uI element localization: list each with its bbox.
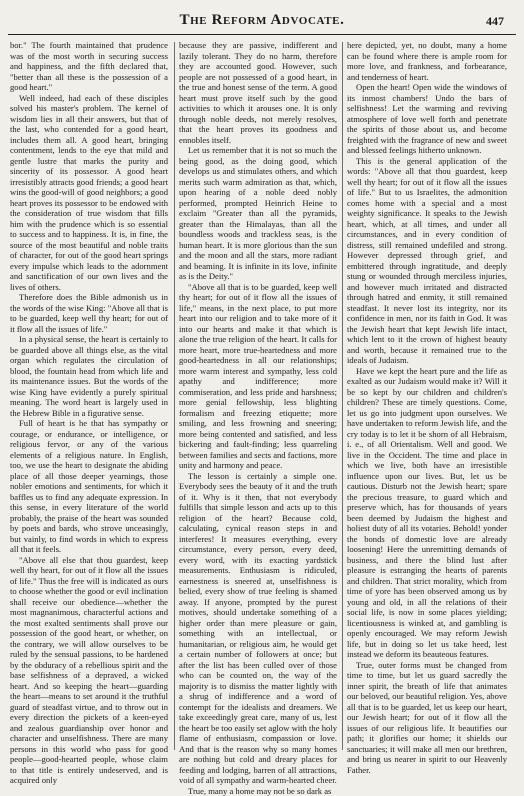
- article-columns: [10, 40, 516, 754]
- paragraph: because they are passive, indifferent and lazily tolerant. They do no harm, therefore they are accounted good. However, such people are not possessed of a good heart, in the true and honest sense of the term. A good heart must prove itself such by the good activities to which it arouses one. It is only through noble deeds, not merely resolves, that the heart proves its goodness and ennobles itself.: [179, 40, 337, 145]
- column-separator: [342, 42, 343, 750]
- paragraph: This is the general application of the words: "Above all that thou guardest, keep well thy heart; for out of it flow all the issues of life." But to us Israelites, the admonition comes home with a special and a most weighty significance. It speaks to the Jewish heart, which, at all times, and under all circumstances, and in every condition of distress, still remained undefiled and strong. However depressed through grief, and embittered through ingratitude, and deeply stung or wounded through merciless injuries, and however much irritated and distracted through hatred and enmity, it still remained steadfast. It never lost its integrity, nor its confidence in men, nor its faith in God. It was the Jewish heart that kept Jewish life intact, which lent to it the crown of highest beauty and worth, because it remained true to the ideals of Judaism.: [347, 156, 507, 366]
- page-header: [0, 12, 524, 34]
- paragraph: "Above all that is to be guarded, keep well thy heart; for out of it flow all the issues of life," means, in the next place, to put more heart into our religion and to take more of it into our hearts and make it that which is alone the true religion of the heart. It calls for more heart, more true-heartedness and more good-heartedness in all our relationships; more warm interest and sympathy, less cold apathy and indifference; more commiseration, and less pride and harshness; more genial fellowship, less blighting formalism and freezing etiquette; more smiling, and less frowning and sneering; more being contented and satisfied, and less bickering and fault-finding; less quarreling between families and sects and factions, more unity and harmony and peace.: [179, 282, 337, 471]
- paragraph: "Above all else that thou guardest, keep well thy heart, for out of it flow all the issues of life." Thus the free will is indicated as ours to choose whether the good or evil inclination shall receive our obedience—whether the most magnanimous, characterful actions and the most exalted sentiments shall prove our possession of the good heart, or whether, on the contrary, we will allow ourselves to be ruled by the sensual passions, to be hardened by the obduracy of a rebellious spirit and the base selfishness of a depraved, a wicked heart. And so keeping the heart—guarding the heart—means to set around it the truthful guard of steadfast virtue, and to throw out in every direction the pickets of a keen-eyed and zealous guardianship over honor and character and unselfishness. There are many persons in this world who pass for good people—good-hearted people, whose claim to that title is entirely undeserved, and is acquired only: [10, 555, 168, 786]
- paragraph: The lesson is certainly a simple one. Everybody sees the beauty of it and the truth of it. Why is it then, that not everybody fulfills that simple lesson and acts up to this religion of the heart? Because cold, calculating, cynical reason steps in and interferes! It measures everything, every circumstance, every person, every deed, every word, with its exacting yardstick measurements. Enthusiasm is ridiculed, earnestness is sneered at, unselfishness is belied, every show of true feeling is shamed away. If anyone, prompted by the purest motives, should undertake something of a higher order than mere pleasure or gain, something with an intellectual, or humanitarian, or religious aim, he would get a certain number of followers at once; but after the list has been culled over of those who can be counted on, the way of the majority is to dismiss the matter lightly with a shrug of indifference and a word of contempt for the idealists and dreamers. We take exceedingly great care, many of us, lest the heart be too easily set aglow with the holy flame of enthusiasm, compassion or love. And that is the reason why so many homes are nothing but cold and dreary places for feeding and lodging, barren of all attractions, void of all sympathy and warm-hearted cheer.: [179, 471, 337, 786]
- text-column-1: [10, 40, 168, 754]
- text-column-2: [179, 40, 337, 754]
- running-title: The Reform Advocate.: [0, 12, 524, 29]
- paragraph: True, outer forms must be changed from time to time, but let us guard sacredly the inner spirit, the breath of life that animates our beloved, our beautiful religion. Yes, above all that is to be guarded, let us keep our heart, our Jewish heart; for out of it flow all the issues of our religious life. It beautifies our path; it glorifies our home; it shields our sanctuaries; it will make all men our brethren, and bring us nearer in spirit to our Heavenly Father.: [347, 660, 507, 776]
- paragraph: Open the heart! Open wide the windows of its inmost chambers! Undo the bars of selfishness! Let the warming and reviving atmosphere of love well forth and penetrate the spirits of those about us, and become freighted with the fragrance of new and sweet and blessed feelings hitherto unknown.: [347, 82, 507, 156]
- paragraph: Therefore does the Bible admonish us in the words of the wise King: "Above all that is to be guarded, keep well thy heart; for out of it flow all the issues of life.": [10, 292, 168, 334]
- paragraph: In a physical sense, the heart is certainly to be guarded above all things else, as the vital organ which regulates the circulation of blood, the fountain head from which life and its maintenance issues. But the words of the wise King have evidently a purely spiritual meaning. The word heart is largely used in the Hebrew Bible in a figurative sense.: [10, 334, 168, 418]
- paragraph: here depicted, yet, no doubt, many a home can be found where there is ample room for more love, and frankness, and forbearance, and tenderness of heart.: [347, 40, 507, 82]
- page-number: 447: [486, 14, 504, 29]
- header-rule: [8, 34, 516, 35]
- paragraph: Well indeed, had each of these disciples solved his master's problem. The kernel of wisdom lies in all their answers, but that of the last, who contended for a good heart, includes them all. A good heart, bringing contentment, lends to the eye that mild and gentle lustre that marks the purity and sincerity of its possessor. A good heart irresistibly attracts good friends; a good heart wins the good-will of good neighbors; a good heart proves its possessor to be endowed with the consideration of true wisdom that fills him with the prudence which is so essential to success and to happiness. It is, in fine, the source of the most beautiful and noble traits of character, for out of the good heart springs every impulse which leads to the adornment and sanctification of our own lives and the lives of others.: [10, 93, 168, 293]
- paragraph: True, many a home may not be so dark as: [179, 786, 337, 796]
- paragraph: bor." The fourth maintained that prudence was of the most worth in securing success and happiness, and the fifth declared that, "better than all these is the possession of a good heart.": [10, 40, 168, 93]
- column-separator: [174, 42, 175, 750]
- paragraph: Let us remember that it is not so much the being good, as the doing good, which develops us and stimulates others, and which merits such warm admiration as that, which, upon hearing of a noble deed nobly performed, prompted Heinrich Heine to exclaim "Greater than all the pyramids, greater than the Himalayas, than all the boundless woods and trackless seas, is the human heart. It is more glorious than the sun and the moon and all the stars, more radiant and beaming. It is infinite in its love, infinite as is the Deity.": [179, 145, 337, 282]
- paragraph: Have we kept the heart pure and the life as exalted as our Judaism would make it? Will it be so kept by our children and children's children? These are timely questions. Come, let us go into judgment upon ourselves. We have undertaken to reform Jewish life, and the cry today is to let it be shorn of all Hebraism, i. e., of all Orientalism. Well and good. We live in the Occident. The time and place in which we live, both have an irresistible influence upon our lives. But, let us be cautious. Disturb not the Jewish heart; spare the precious treasure, to guard which and preserve which, has for thousands of years been deemed by Judaism the highest and holiest duty of all its votaries. Behold! yonder the bonds of domestic love are already loosening! Here the unremitting demands of business, and there the blind lust after pleasure is estranging the hearts of parents and children. That strict morality, which from time of yore has been observed among us by young and old, in all the relations of their social life, is now in some places yielding; licentiousness is winked at, and gambling is openly encouraged. We may reform Jewish life, but in doing so let us take heed, lest instead we deform its beauteous features.: [347, 366, 507, 660]
- text-column-3: [347, 40, 507, 754]
- paragraph: Full of heart is he that has sympathy or courage, or endurance, or intelligence, or religious fervor, or any of the various elements of a religious nature. In English, too, we use the heart to designate the abiding place of all those deeper yearnings, those nobler emotions and sentiments, for which it baffles us to find any adequate expression. In this sense, in every literature of the world probably, the praise of the heart was sounded by poets and bards, who strove unceasingly, but vainly, to find words in which to express all that it feels.: [10, 418, 168, 555]
